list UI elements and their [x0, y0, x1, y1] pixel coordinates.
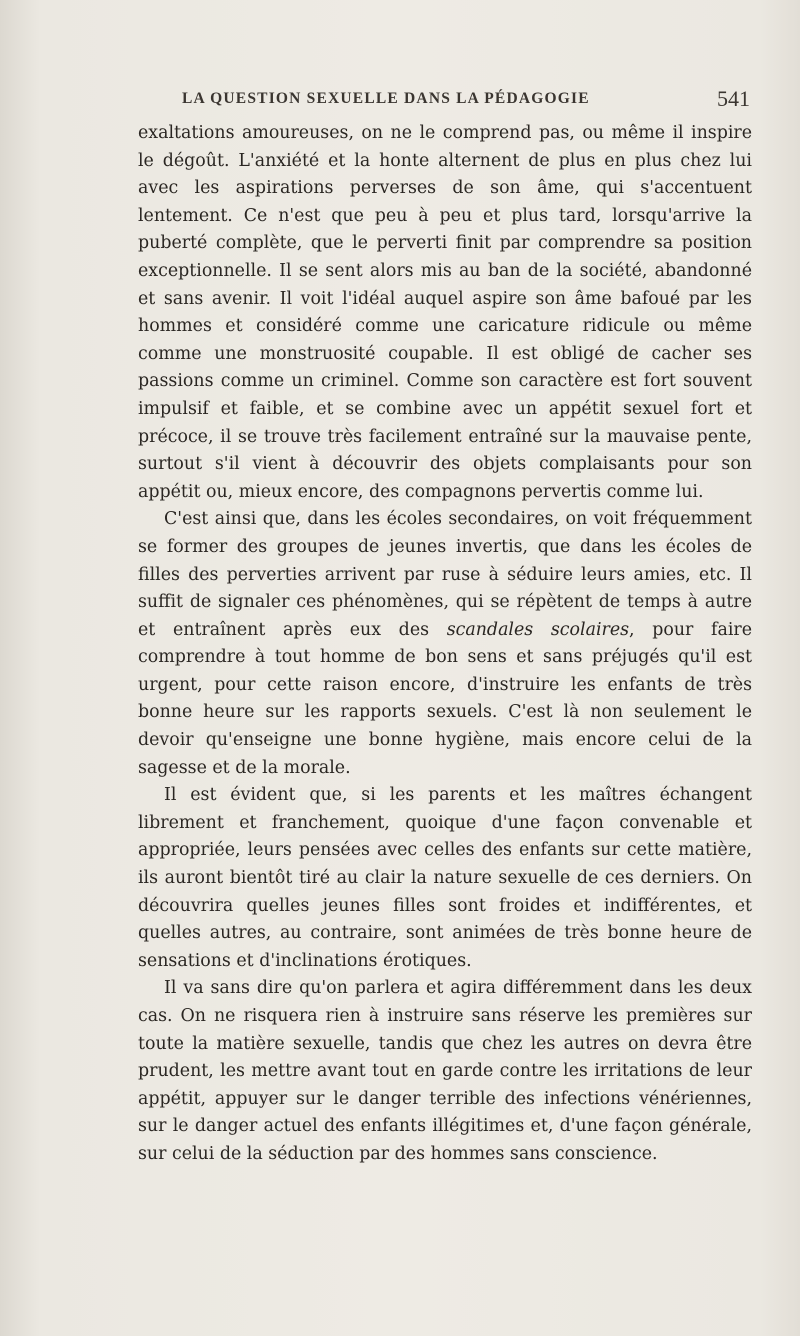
- paragraph-2-text-after: , pour faire comprendre à tout homme de bon sens et sans préjugés qu'il est urgent, pour cette raison encore, d'instruire les enfants de très bonne heure sur les rapports sexuels. C'est là non seulement le devoir qu'enseigne une bonne hygiène, mais encore celui de la sagesse et de la morale.: [138, 619, 752, 778]
- paragraph-3: Il est évident que, si les parents et les maîtres échangent librement et franchement, quoique d'une façon convenable et appropriée, leurs pensées avec celles des enfants sur cette matière, ils auront bientôt tiré au clair la nature sexuelle de ces derniers. On découvrira quelles jeunes filles sont froides et indifférentes, et quelles autres, au contraire, sont animées de très bonne heure de sensations et d'inclinations érotiques.: [138, 785, 752, 971]
- paragraph-4: Il va sans dire qu'on parlera et agira différemment dans les deux cas. On ne risquera rien à instruire sans réserve les premières sur toute la matière sexuelle, tandis que chez les autres on devra être prudent, les mettre avant tout en garde contre les irritations de leur appétit, appuyer sur le danger terrible des infections vénériennes, sur le danger actuel des enfants illégitimes et, d'une façon générale, sur celui de la séduction par des hommes sans conscience.: [138, 978, 752, 1164]
- body-text: [138, 120, 752, 1169]
- paragraph-2-text-before: C'est ainsi que, dans les écoles secondaires, on voit fréquemment se former des groupes de jeunes invertis, que dans les écoles de filles des perverties arrivent par ruse à séduire leurs amies, etc. Il suffit de signaler ces phénomènes, qui se répètent de temps à autre et entraînent après eux des: [138, 509, 752, 640]
- paragraph-1: exaltations amoureuses, on ne le comprend pas, ou même il inspire le dégoût. L'anxiété et la honte alternent de plus en plus chez lui avec les aspirations perverses de son âme, qui s'accentuent lentement. Ce n'est que peu à peu et plus tard, lorsqu'arrive la puberté complète, que le perverti finit par comprendre sa position exceptionnelle. Il se sent alors mis au ban de la société, abandonné et sans avenir. Il voit l'idéal auquel aspire son âme bafoué par les hommes et considéré comme une caricature ridicule ou même comme une monstruosité coupable. Il est obligé de cacher ses passions comme un criminel. Comme son caractère est fort souvent impulsif et faible, et se combine avec un appétit sexuel fort et précoce, il se trouve très facilement entraîné sur la mauvaise pente, surtout s'il vient à découvrir des objets complaisants pour son appétit ou, mieux encore, des compagnons pervertis comme lui.: [138, 123, 752, 502]
- running-title: LA QUESTION SEXUELLE DANS LA PÉDAGOGIE: [182, 90, 590, 107]
- page-number: 541: [717, 86, 750, 111]
- paragraph-2: [138, 506, 752, 782]
- paragraph-2-emphasis: scandales scolaires: [446, 619, 630, 640]
- running-header: [150, 86, 750, 112]
